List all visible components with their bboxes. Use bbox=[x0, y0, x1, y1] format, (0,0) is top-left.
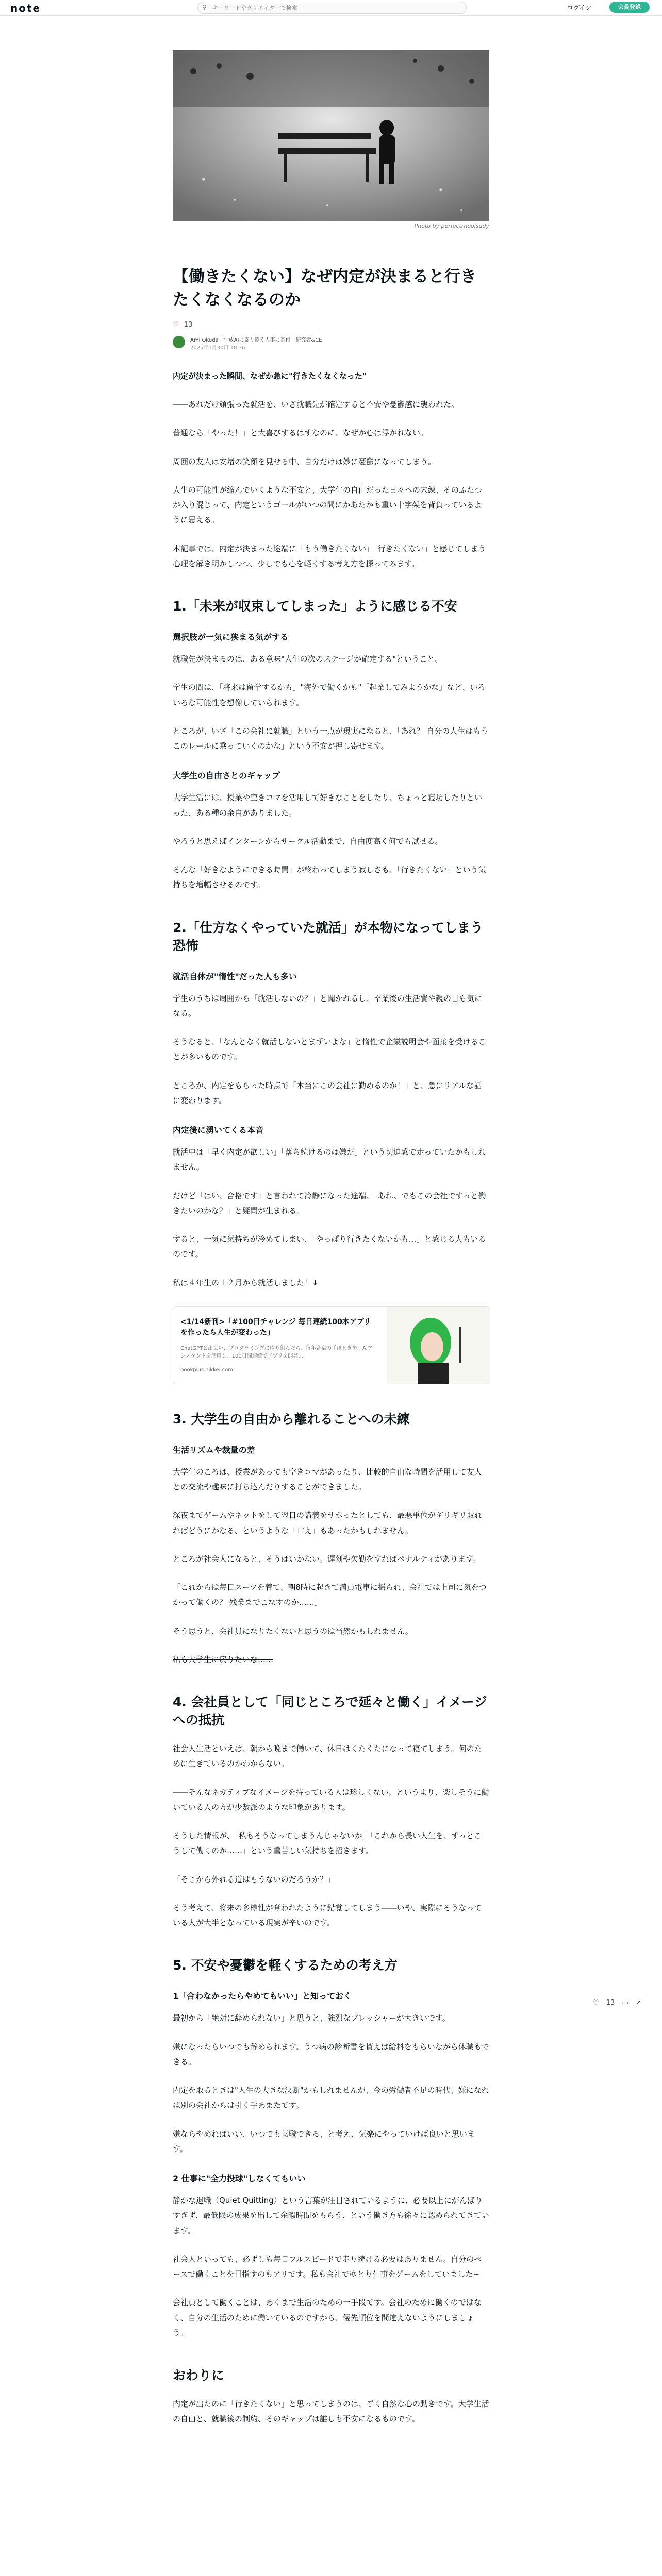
heart-icon[interactable]: ♡ bbox=[173, 320, 179, 329]
paragraph: 嫌ならやめればいい、いつでも転職できる、と考え、気楽にやっていけば良いと思います。 bbox=[173, 2129, 475, 2154]
paragraph: すると、一気に気持ちが冷めてしまい、「やっぱり行きたくないかも…」と感じる人もいるのです。 bbox=[173, 1234, 486, 1259]
paragraph: 最初から「絶対に辞められない」と思うと、強烈なプレッシャーが大きいです。 bbox=[173, 2013, 450, 2023]
subsection-heading: 就活自体が"惰性"だった人も多い bbox=[173, 971, 297, 981]
paragraph: ――そんなネガティブなイメージを持っている人は珍しくない。というより、楽しそうに働いている人の方が少数派のような印象があります。 bbox=[173, 1787, 489, 1812]
paragraph: 嫌になったらいつでも辞められます。うつ病の診断書を貰えば給料をもらいながら休職もできる。 bbox=[173, 2042, 489, 2066]
paragraph: 私は４年生の１２月から就活しました！↓ bbox=[173, 1278, 319, 1287]
paragraph: 「これからは毎日スーツを着て、朝8時に起きて満員電車に揺られ、会社では上司に気をつかって働くの？ 残業までこなすのか……」 bbox=[173, 1583, 487, 1607]
login-link[interactable]: ログイン bbox=[567, 4, 592, 11]
paragraph: 「そこから外れる道はもうないのだろうか？」 bbox=[173, 1874, 336, 1884]
paragraph: そんな「好きなようにできる時間」が終わってしまう寂しさも、「行きたくない」という気持ちを増幅させるのです。 bbox=[173, 865, 486, 890]
subsection-heading: 生活リズムや裁量の差 bbox=[173, 1445, 255, 1455]
paragraph: 内定を取るときは"人生の大きな決断"かもしれませんが、今の労働者不足の時代、嫌になれば別の会社からは引く手あまたです。 bbox=[173, 2086, 489, 2110]
link-card[interactable] bbox=[173, 1306, 490, 1384]
section-heading: 3. 大学生の自由から離れることへの未練 bbox=[173, 1411, 410, 1427]
article bbox=[173, 50, 489, 2441]
paragraph: 就活中は「早く内定が欲しい」「落ち続けるのは嫌だ」という切迫感で走っていたかもしれません。 bbox=[173, 1147, 486, 1172]
subsection-heading: 内定後に湧いてくる本音 bbox=[173, 1125, 264, 1136]
like-count: 13 bbox=[184, 320, 193, 329]
paragraph: 会社員として働くことは、あくまで生活のための一手段です。会社のために働くのではなく、自分の生活のために働いているのですから、優先順位を間違えないようにしましょう。 bbox=[173, 2298, 482, 2337]
author-name[interactable]: Ami Okuda「生成AIに寄り添う人事に寄付」研究者&CE bbox=[190, 337, 322, 343]
paragraph: 社会人といっても、必ずしも毎日フルスピードで走り続ける必要はありません。自分のペースで働くことを目指すのもアリです。私も会社でゆとり仕事をゲームをしていました~ bbox=[173, 2254, 482, 2279]
paragraph: 就職先が決まるのは、ある意味"人生の次のステージが確定する"ということ。 bbox=[173, 654, 443, 664]
section-heading: 1.「未来が収束してしまった」ように感じる不安 bbox=[173, 599, 457, 614]
paragraph: 周囲の友人は安堵の笑顔を見せる中、自分だけは妙に憂鬱になってしまう。 bbox=[173, 456, 436, 466]
paragraph: 大学生のころは、授業があっても空きコマがあったり、比較的自由な時間を活用して友人との交流や趣味に打ち込んだりすることができました。 bbox=[173, 1467, 482, 1492]
paragraph: そうなると、「なんとなく就活しないとまずいよな」と惰性で企業説明会や面接を受けることが多いものです。 bbox=[173, 1037, 486, 1062]
subsection-heading: 2 仕事に"全力投球"しなくてもいい bbox=[173, 2174, 306, 2184]
section-heading: 4. 会社員として「同じところで延々と働く」イメージへの抵抗 bbox=[173, 1694, 487, 1728]
bookmark-icon[interactable]: ▭ bbox=[622, 1999, 628, 2007]
section-heading: 2.「仕方なくやっていた就活」が本物になってしまう恐怖 bbox=[173, 920, 483, 953]
subsection-heading: 選択肢が一気に狭まる気がする bbox=[173, 632, 289, 642]
paragraph: そうした情報が、「私もそうなってしまうんじゃないか」「これから長い人生を、ずっとこうして働くのか……」という重苦しい気持ちを招きます。 bbox=[173, 1831, 482, 1856]
heart-icon[interactable]: ♡ bbox=[593, 1999, 599, 2007]
paragraph: だけど「はい、合格です」と言われて冷静になった途端、「あれ、でもこの会社ですっと働きたいのかな？」と疑問が生まれる。 bbox=[173, 1191, 486, 1215]
hero-image bbox=[173, 50, 489, 221]
section-heading: おわりに bbox=[173, 2368, 225, 2383]
like-counter[interactable] bbox=[173, 321, 489, 329]
paragraph: 学生のうちは周囲から「就活しないの？」と聞かれるし、卒業後の生活費や親の目も気になる。 bbox=[173, 993, 483, 1018]
link-card-title: <1/14新刊>「#100日チャレンジ 毎日連続100本アプリを作ったら人生が変わった」 bbox=[180, 1317, 371, 1337]
section-heading: 5. 不安や憂鬱を軽くするための考え方 bbox=[173, 1958, 398, 1973]
paragraph: 私も大学生に戻りたいな…… bbox=[173, 1654, 274, 1664]
author-info[interactable] bbox=[173, 335, 489, 353]
article-body bbox=[173, 369, 489, 1291]
paragraph: 学生の間は、「将来は留学するかも」"海外で働くかも"「起業してみようかな」など、いろいろな可能性を想像していられます。 bbox=[173, 683, 486, 707]
floating-like-count: 13 bbox=[606, 1999, 615, 2007]
paragraph: 内定が出たのに「行きたくない」と思ってしまうのは、ごく自然な心の動きです。大学生活の自由と、就職後の制約、そのギャップは誰しも不安になるものです。 bbox=[173, 2399, 489, 2424]
paragraph: ――あれだけ頑張った就活を、いざ就職先が確定すると不安や憂鬱感に襲われた。 bbox=[173, 400, 459, 410]
link-card-url: bookplus.nikkei.com bbox=[180, 1367, 234, 1373]
paragraph: そう考えて、将来の多様性が奪われたように錯覚してしまう――いや、実際にそうなっている人が大半となっている現実が辛いのです。 bbox=[173, 1903, 482, 1928]
note-logo[interactable]: note bbox=[10, 2, 41, 14]
paragraph: ところが社会人になると、そうはいかない。遅刻や欠勤をすればペナルティがあります。 bbox=[173, 1554, 481, 1564]
article-title: 【働きたくない】なぜ内定が決まると行きたくなくなるのか bbox=[173, 267, 476, 309]
search-input[interactable] bbox=[211, 3, 461, 12]
paragraph: 人生の可能性が縮んでいくような不安と、大学生の自由だった日々への未練、そのふたつが入り混じって、内定というゴールがいつの間にかあたかも重い十字架を背負っているように思える。 bbox=[173, 485, 483, 525]
avatar[interactable] bbox=[173, 336, 185, 348]
search-icon: ⚲ bbox=[202, 4, 207, 11]
search-box[interactable] bbox=[197, 2, 467, 14]
paragraph: 深夜までゲームやネットをして翌日の講義をサボったとしても、最悪単位がギリギリ取れればどうにかなる、というような「甘え」もあったかもしれません。 bbox=[173, 1511, 482, 1535]
paragraph: 内定が決まった瞬間、なぜか急に"行きたくなくなった" bbox=[173, 371, 367, 381]
paragraph: 社会人生活といえば、朝から晩まで働いて、休日はくたくたになって寝てしまう。何のために生きているのかわからない。 bbox=[173, 1744, 482, 1769]
paragraph: ところが、いざ「この会社に就職」という一点が現実になると、「あれ？ 自分の人生はもうこのレールに乗っていくのかな」という不安が押し寄せます。 bbox=[173, 726, 489, 751]
subsection-heading: 大学生の自由さとのギャップ bbox=[173, 771, 280, 781]
site-header bbox=[0, 0, 662, 16]
paragraph: ところが、内定をもらった時点で「本当にこの会社に勤めるのか！」と、急にリアルな話に変わります。 bbox=[173, 1080, 482, 1105]
paragraph: 大学生活には、授業や空きコマを活用して好きなことをしたり、ちょっと寝坊したりといった、ある種の余白がありました。 bbox=[173, 793, 483, 818]
paragraph: やろうと思えばインターンからサークル活動まで、自由度高く何でも試せる。 bbox=[173, 836, 443, 846]
paragraph: 普通なら「やった！」と大喜びするはずなのに、なぜか心は浮かれない。 bbox=[173, 428, 428, 438]
paragraph: 本記事では、内定が決まった途端に「もう働きたくない」「行きたくない」と感じてしまう心理を解き明かしつつ、少しでも心を軽くする考え方を探ってみます。 bbox=[173, 544, 486, 568]
subsection-heading: 1「合わなかったらやめてもいい」と知っておく bbox=[173, 1991, 352, 2002]
paragraph: 静かな退職（Quiet Quitting）という言葉が注目されているように、必要以上にがんばりすぎず、最低限の成果を出して余暇時間をもらう、という働き方も徐々に認められてきています。 bbox=[173, 2196, 489, 2235]
link-card-image bbox=[387, 1307, 490, 1384]
link-card-description: ChatGPTと出会い、プログラミングに取り組んだら、毎年合宿の手ほどきを。AIアシスタントを活用し、100日間連続でアプリを開発… bbox=[180, 1345, 373, 1359]
share-icon[interactable]: ↗ bbox=[635, 1999, 641, 2007]
photo-credit: Photo by perfectrhoolsudy bbox=[414, 223, 489, 229]
article-body-continued bbox=[173, 1410, 489, 2427]
signup-button[interactable]: 会員登録 bbox=[609, 2, 650, 13]
post-date: 2025年1月30日 18:36 bbox=[190, 345, 245, 351]
paragraph: そう思うと、会社員になりたくないと思うのは当然かもしれません。 bbox=[173, 1626, 413, 1636]
floating-actions bbox=[593, 1999, 647, 2007]
